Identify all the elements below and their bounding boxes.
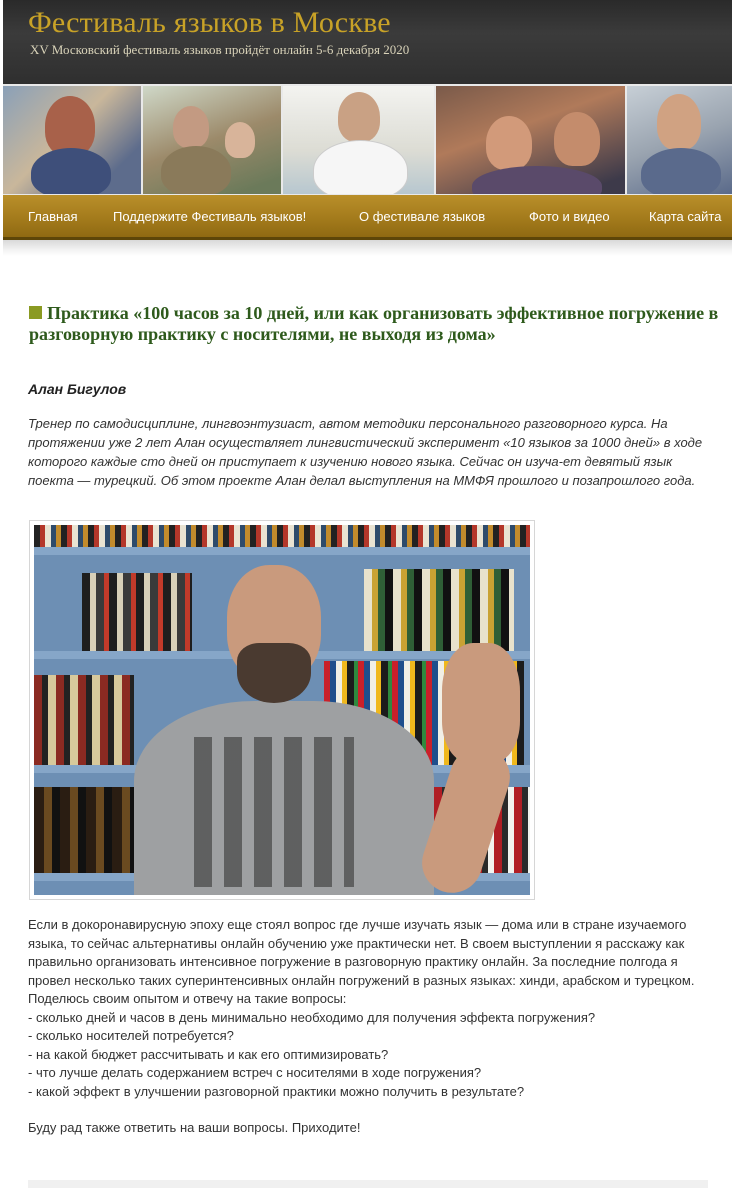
article-title-text: Практика «100 часов за 10 дней, или как организовать эффективное погружение в разговорную практику с носителями, не выходя из дома» xyxy=(29,303,719,344)
main-nav xyxy=(3,195,732,240)
body-lead: Поделюсь своим опытом и отвечу на такие вопросы: xyxy=(28,991,347,1006)
question-item: - на какой бюджет рассчитывать и как его оптимизировать? xyxy=(28,1046,389,1062)
header-photo-4 xyxy=(436,86,625,194)
nav-shadow xyxy=(3,240,732,256)
nav-about[interactable]: О фестивале языков xyxy=(359,209,486,224)
speaker-photo-image xyxy=(34,525,530,895)
nav-sitemap[interactable]: Карта сайта xyxy=(649,209,722,224)
nav-support[interactable]: Поддержите Фестиваль языков! xyxy=(113,209,307,224)
site-subtitle: XV Московский фестиваль языков пройдёт онлайн 5-6 декабря 2020 xyxy=(30,42,410,57)
speaker-photo xyxy=(29,520,535,900)
nav-home[interactable]: Главная xyxy=(28,209,78,224)
question-item: - что лучше делать содержанием встреч с носителями в ходе погружения? xyxy=(28,1065,482,1080)
author-name: Алан Бигулов xyxy=(28,381,127,397)
header-photo-5 xyxy=(627,86,732,194)
article-title xyxy=(29,303,719,345)
header-photo-strip xyxy=(3,84,732,195)
header-photo-3 xyxy=(283,86,434,194)
header-photo-2 xyxy=(143,86,282,194)
nav-photo-video[interactable]: Фото и видео xyxy=(529,209,610,224)
question-item: - сколько дней и часов в день минимально необходимо для получения эффекта погружения? xyxy=(28,1009,596,1025)
header-photo-1 xyxy=(3,86,141,194)
body-closing: Буду рад также ответить на ваши вопросы. Приходите! xyxy=(28,1120,361,1135)
bottom-divider xyxy=(28,1180,708,1188)
question-item: - сколько носителей потребуется? xyxy=(28,1028,234,1043)
author-bio: Тренер по самодисциплине, лингвоэнтузиаст, автом методики персонального разговорного курса. На протяжении уже 2 лет Алан осуществляет лингвистический эксперимент «10 языков за 1000 дней» в ходе которого каждые сто дней он приступает к изучению нового языка. Сейчас он изуча-ет девятый язык поекта — турецкий. Об этом проекте Алан делал выступления на ММФЯ прошлого и позапрошлого года. xyxy=(28,416,703,488)
body-intro: Если в докоронавирусную эпоху еще стоял вопрос где лучше изучать язык — дома или в стране изучаемого языка, то сейчас альтернативы онлайн обучению уже практически нет. В своем выступлении я расскажу как правильно организовать интенсивное погружение в разговорную практику онлайн. За последние полгода я провел несколько таких суперинтенсивных онлайн погружений в разных языках: хинди, арабском и турецком. xyxy=(28,917,695,988)
site-title[interactable]: Фестиваль языков в Москве xyxy=(28,6,391,39)
site-header xyxy=(3,0,732,84)
article-body xyxy=(28,916,714,1138)
title-bullet-icon xyxy=(29,306,42,319)
question-item: - какой эффект в улучшении разговорной практики можно получить в результате? xyxy=(28,1083,525,1099)
